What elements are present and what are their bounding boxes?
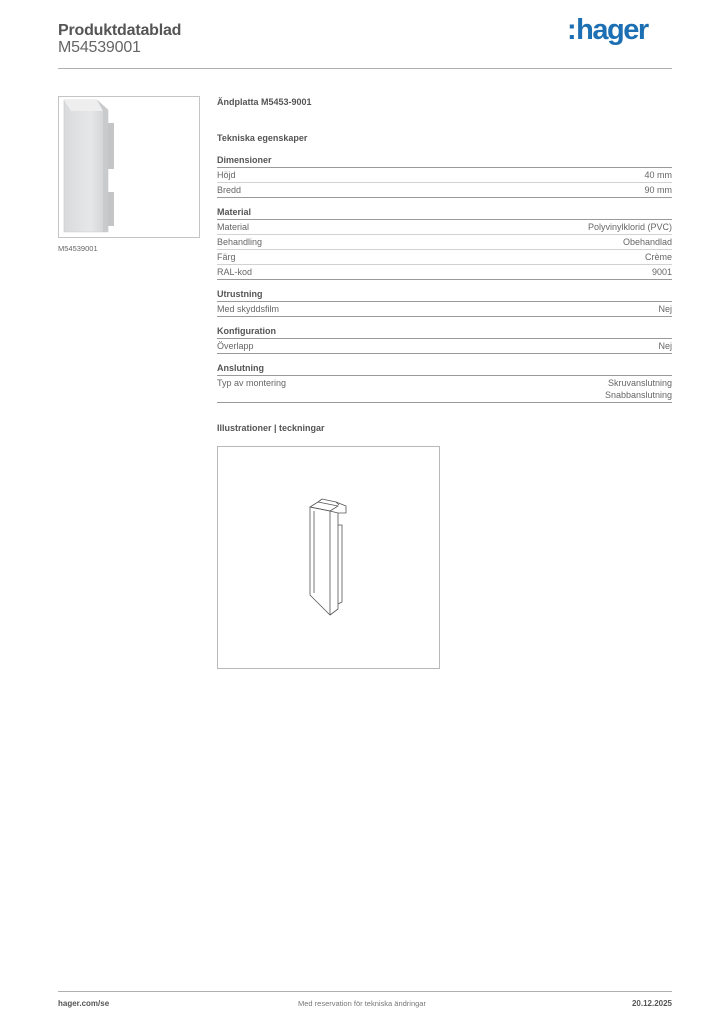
footer-divider (58, 991, 672, 992)
spec-value: 9001 (651, 267, 672, 277)
thumbnail-caption: M54539001 (58, 244, 98, 253)
product-thumbnail (58, 96, 200, 238)
spec-group-connection (217, 354, 672, 403)
spec-value-line: Skruvanslutning (607, 378, 672, 388)
spec-value: Polyvinylklorid (PVC) (587, 222, 672, 232)
document-article-number: M54539001 (58, 39, 141, 56)
spec-row (217, 250, 672, 265)
spec-group-configuration (217, 317, 672, 354)
spec-label: Behandling (217, 237, 263, 247)
spec-group-title: Dimensioner (217, 146, 672, 168)
spec-group-title: Anslutning (217, 354, 672, 376)
logo-wordmark: hager (576, 14, 648, 46)
spec-row (217, 339, 672, 354)
spec-group-title: Utrustning (217, 280, 672, 302)
spec-label: Bredd (217, 185, 242, 195)
footer-website: hager.com/se (58, 999, 110, 1008)
illustration-drawing (217, 446, 440, 669)
illustrations-heading: Illustrationer | teckningar (217, 423, 325, 433)
spec-row (217, 376, 672, 403)
spec-row (217, 168, 672, 183)
spec-group-title: Material (217, 198, 672, 220)
spec-value: 40 mm (644, 170, 672, 180)
specs-heading: Tekniska egenskaper (217, 133, 308, 143)
logo-colon: : (567, 14, 576, 46)
spec-group-dimensions (217, 146, 672, 198)
spec-group-title: Konfiguration (217, 317, 672, 339)
document-title: Produktdatablad (58, 22, 182, 39)
spec-group-equipment (217, 280, 672, 317)
spec-value: Obehandlad (622, 237, 672, 247)
footer-date: 20.12.2025 (631, 999, 672, 1008)
end-plate-line-drawing (218, 447, 439, 668)
spec-row (217, 183, 672, 198)
spec-value: Crème (644, 252, 672, 262)
spec-label: Överlapp (217, 341, 254, 351)
end-plate-photo (59, 97, 199, 237)
product-title: Ändplatta M5453-9001 (217, 97, 312, 107)
spec-row (217, 302, 672, 317)
spec-label: Typ av montering (217, 378, 287, 388)
spec-label: RAL-kod (217, 267, 253, 277)
spec-value-line: Snabbanslutning (604, 390, 672, 400)
spec-label: Med skyddsfilm (217, 304, 280, 314)
spec-row (217, 265, 672, 280)
header-divider (58, 68, 672, 69)
spec-value (605, 377, 672, 401)
spec-value: Nej (658, 341, 672, 351)
spec-group-material (217, 198, 672, 280)
spec-label: Färg (217, 252, 236, 262)
hager-logo (567, 14, 648, 47)
footer-disclaimer: Med reservation för tekniska ändringar (298, 999, 426, 1008)
product-details (217, 96, 672, 434)
spec-value: 90 mm (644, 185, 672, 195)
spec-label: Material (217, 222, 250, 232)
spec-row (217, 220, 672, 235)
spec-value: Nej (658, 304, 672, 314)
spec-row (217, 235, 672, 250)
spec-label: Höjd (217, 170, 236, 180)
